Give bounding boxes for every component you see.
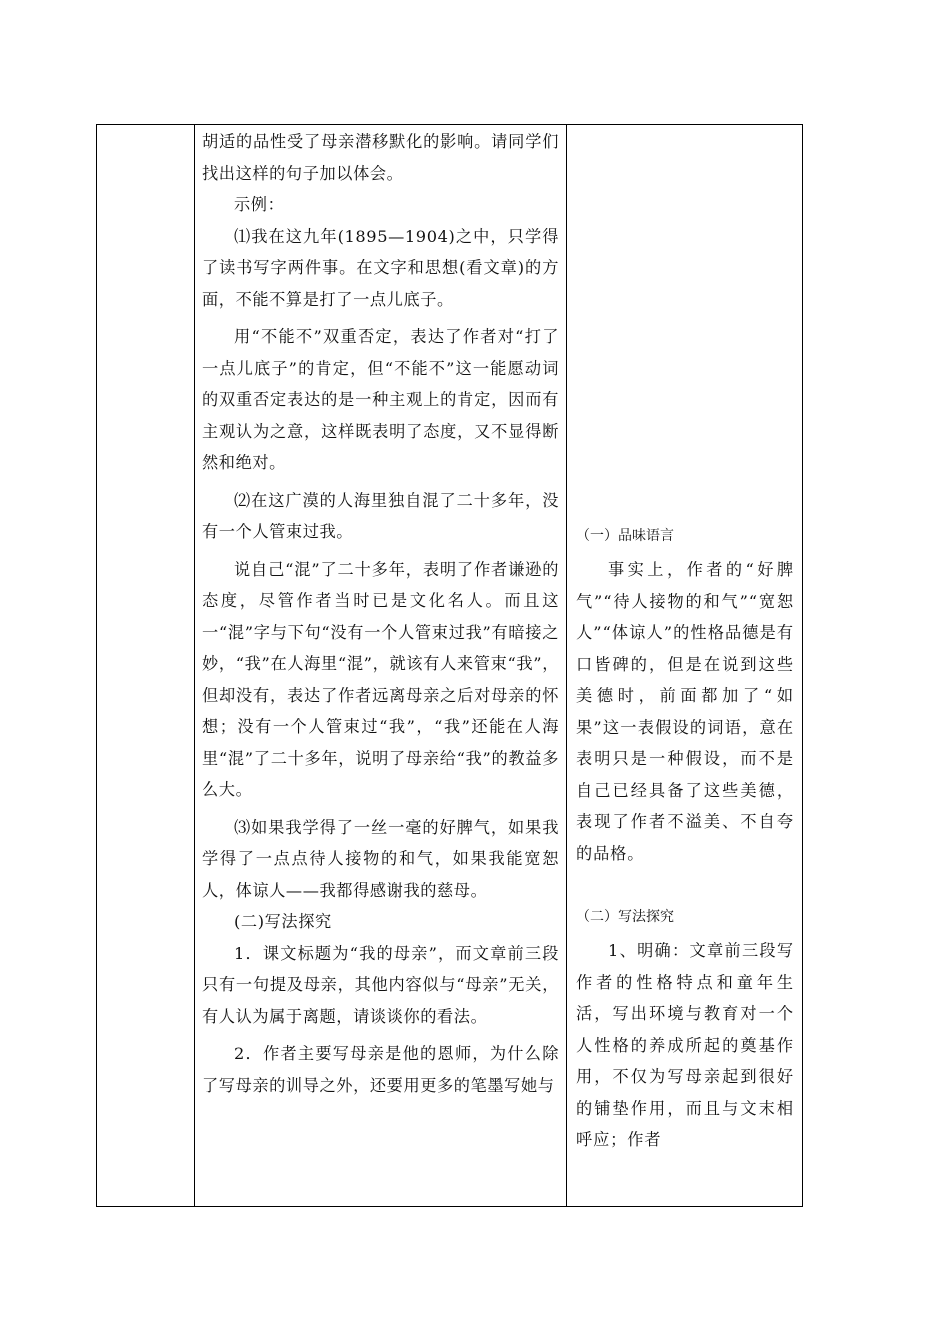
column-divider-1	[194, 125, 195, 1206]
answer-writing: 1、明确：文章前三段写作者的性格特点和童年生活，写出环境与教育对一个人性格的养成所起的奠基作用，不仅为写母亲起到很好的铺垫作用，而且与文末相呼应；作者	[576, 941, 794, 1149]
heading-writing: （二）写法探究	[576, 909, 674, 925]
paragraph-example-1: ⑴我在这九年(1895—1904)之中，只学得了读书写字两件事。在文字和思想(看文章)的方面，不能不算是打了一点儿底子。	[202, 226, 559, 309]
content-column	[196, 125, 566, 1206]
lesson-table	[96, 124, 803, 1207]
answer-language: 事实上，作者的“好脾气”“待人接物的和气”“宽恕人”“体谅人”的性格品德是有口皆碑的，但是在说到这些美德时，前面都加了“如果”这一表假设的词语，意在表明只是一种假设，而不是自己已经具备了这些美德，表现了作者不溢美、不自夸的品格。	[576, 560, 794, 863]
paragraph-example-label: 示例：	[234, 195, 285, 214]
question-1: 1．课文标题为“我的母亲”，而文章前三段只有一句提及母亲，其他内容似与“母亲”无关，有人认为属于离题，请谈谈你的看法。	[202, 943, 559, 1026]
paragraph-example-3: ⑶如果我学得了一丝一毫的好脾气，如果我学得了一点点待人接物的和气，如果我能宽恕人，体谅人——我都得感谢我的慈母。	[202, 817, 559, 900]
section-heading-writing: (二)写法探究	[234, 912, 332, 931]
paragraph-analysis-2: 说自己“混”了二十多年，表明了作者谦逊的态度，尽管作者当时已是文化名人。而且这一“混”字与下句“没有一个人管束过我”有暗接之妙，“我”在人海里“混”，就该有人来管束“我”，但却没有，表达了作者远离母亲之后对母亲的怀想；没有一个人管束过“我”，“我”还能在人海里“混”了二十多年，说明了母亲给“我”的教益多么大。	[202, 559, 559, 799]
paragraph-analysis-1: 用“不能不”双重否定，表达了作者对“打了一点儿底子”的肯定，但“不能不”这一能愿动词的双重否定表达的是一种主观上的肯定，因而有主观认为之意，这样既表明了态度，又不显得断然和绝对。	[202, 327, 559, 472]
column-divider-2	[566, 125, 567, 1206]
left-empty-column	[97, 125, 194, 1206]
question-2: 2．作者主要写母亲是他的恩师，为什么除了写母亲的训导之外，还要用更多的笔墨写她与	[202, 1044, 559, 1095]
paragraph-intro: 胡适的品性受了母亲潜移默化的影响。请同学们找出这样的句子加以体会。	[202, 132, 559, 183]
answer-column	[568, 125, 802, 1206]
heading-language: （一）品味语言	[576, 528, 674, 544]
paragraph-example-2: ⑵在这广漠的人海里独自混了二十多年，没有一个人管束过我。	[202, 490, 559, 541]
